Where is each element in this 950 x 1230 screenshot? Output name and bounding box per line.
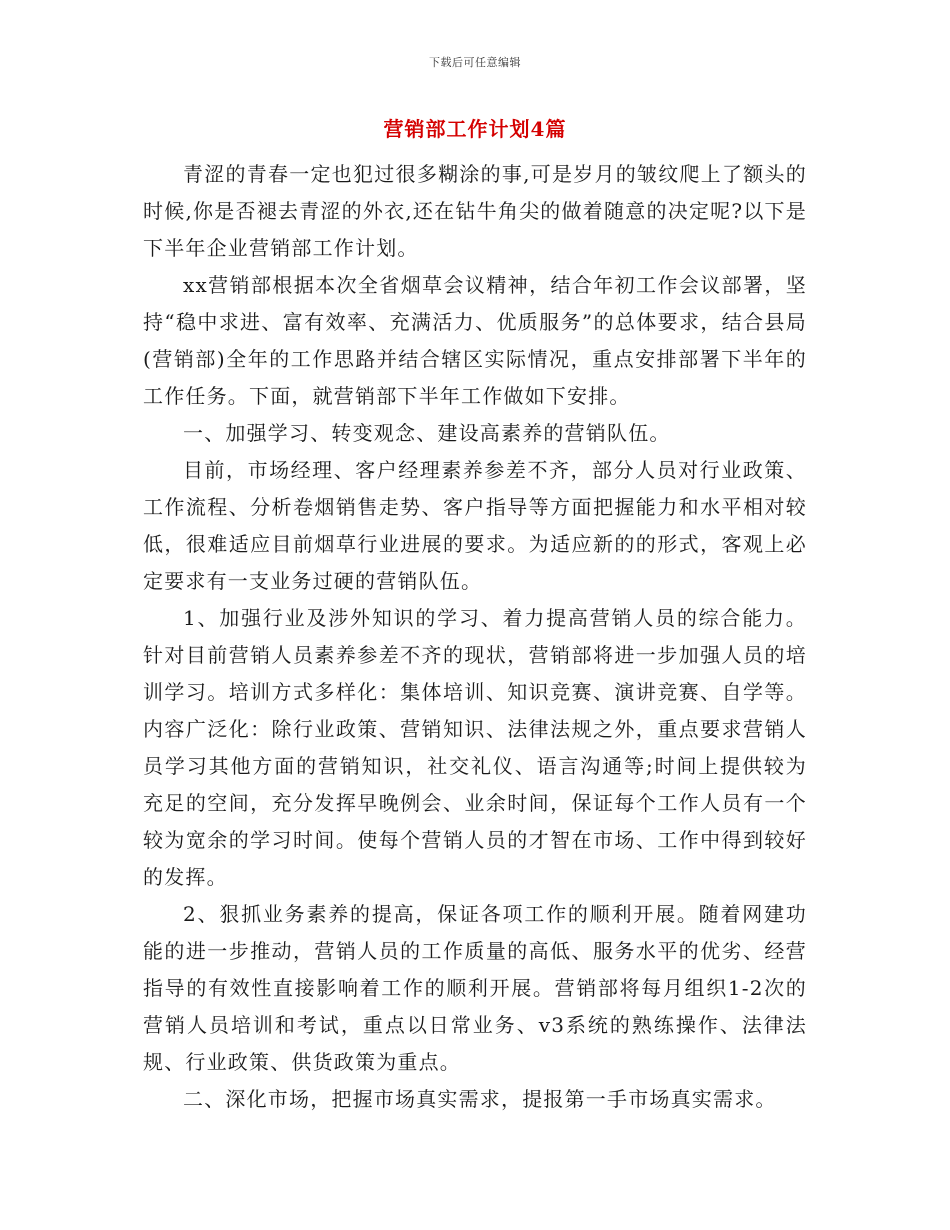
header-note: 下载后可任意编辑 <box>429 56 521 69</box>
document-body <box>143 156 807 1118</box>
paragraph-intro: 青涩的青春一定也犯过很多糊涂的事,可是岁月的皱纹爬上了额头的时候,你是否褪去青涩的外衣,还在钻牛角尖的做着随意的决定呢?以下是下半年企业营销部工作计划。 <box>143 162 807 260</box>
paragraph-item-1: 1、加强行业及涉外知识的学习、着力提高营销人员的综合能力。针对目前营销人员素养参差不齐的现状，营销部将进一步加强人员的培训学习。培训方式多样化：集体培训、知识竞赛、演讲竞赛、自学等。内容广泛化：除行业政策、营销知识、法律法规之外，重点要求营销人员学习其他方面的营销知识，社交礼仪、语言沟通等;时间上提供较为充足的空间，充分发挥早晚例会、业余时间，保证每个工作人员有一个较为宽余的学习时间。使每个营销人员的才智在市场、工作中得到较好的发挥。 <box>143 606 807 889</box>
document-title: 营销部工作计划4篇 <box>383 117 567 141</box>
section-heading-1: 一、加强学习、转变观念、建设高素养的营销队伍。 <box>183 421 671 445</box>
paragraph-current-status: 目前，市场经理、客户经理素养参差不齐，部分人员对行业政策、工作流程、分析卷烟销售走势、客户指导等方面把握能力和水平相对较低，很难适应目前烟草行业进展的要求。为适应新的的形式，客观上必定要求有一支业务过硬的营销队伍。 <box>143 458 807 593</box>
paragraph-overview: xx营销部根据本次全省烟草会议精神，结合年初工作会议部署，坚持“稳中求进、富有效率、充满活力、优质服务”的总体要求，结合县局(营销部)全年的工作思路并结合辖区实际情况，重点安排部署下半年的工作任务。下面，就营销部下半年工作做如下安排。 <box>143 273 807 408</box>
paragraph-item-2: 2、狠抓业务素养的提高，保证各项工作的顺利开展。随着网建功能的进一步推动，营销人员的工作质量的高低、服务水平的优劣、经营指导的有效性直接影响着工作的顺利开展。营销部将每月组织1-2次的营销人员培训和考试，重点以日常业务、v3系统的熟练操作、法律法规、行业政策、供货政策为重点。 <box>143 902 807 1074</box>
section-heading-2: 二、深化市场，把握市场真实需求，提报第一手市场真实需求。 <box>183 1087 777 1111</box>
